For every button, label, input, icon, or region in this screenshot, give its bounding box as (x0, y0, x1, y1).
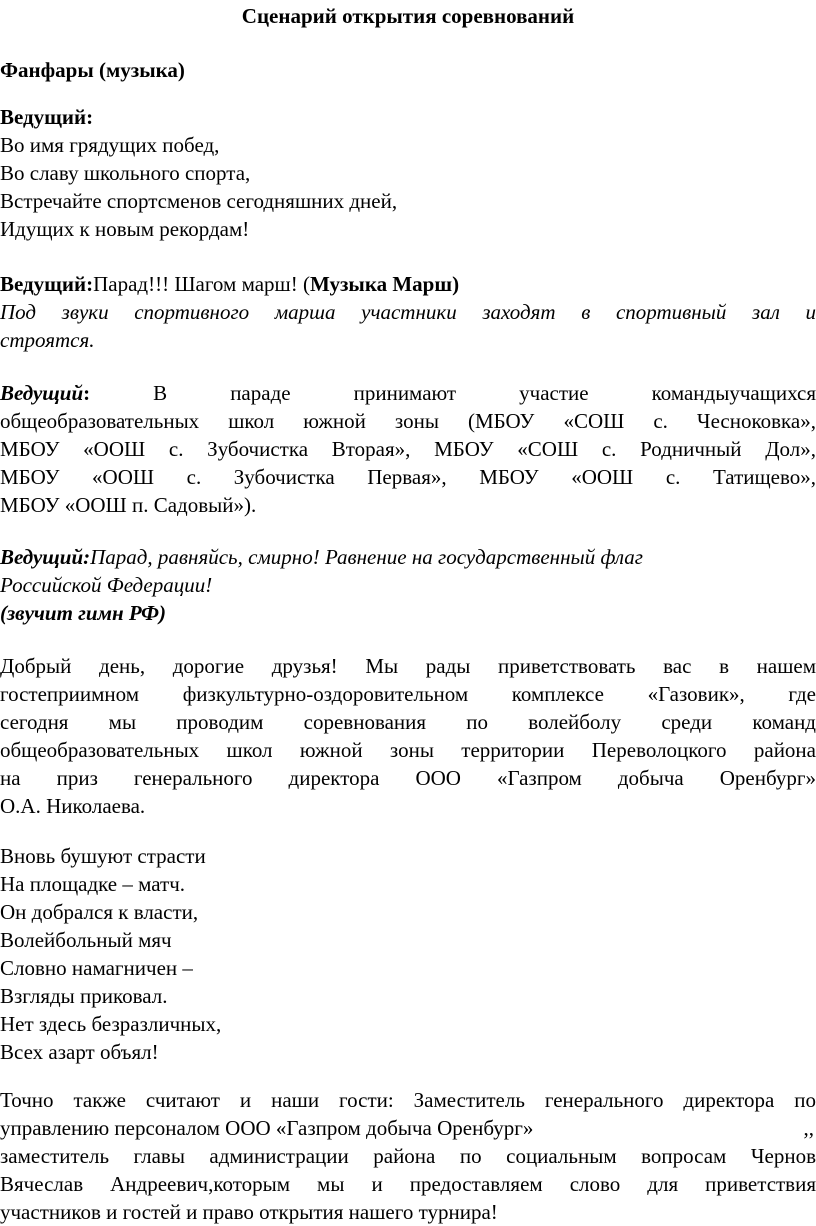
anthem-note: (звучит гимн РФ) (0, 601, 167, 625)
flag-command-line (0, 543, 816, 571)
speaker-label-3: Ведущий (0, 381, 84, 405)
poem-line: На площадке – матч. (0, 872, 186, 896)
stage-direction: Под звуки спортивного марша участники заходят в спортивный зал и (0, 300, 816, 324)
participants-text: В параде принимают участие командыучащихся (153, 381, 816, 405)
closing-line: Вячеслав Андреевич,которым мы и предоставляем слово для приветствия (0, 1172, 816, 1196)
greeting-line: О.А. Николаева. (0, 794, 146, 818)
flag-command-end: Российской Федерации! (0, 573, 213, 597)
poem-line: Всех азарт объял! (0, 1040, 159, 1064)
verse-line: Встречайте спортсменов сегодняшних дней, (0, 189, 398, 213)
greeting-line: сегодня мы проводим соревнования по волейболу среди команд (0, 710, 816, 734)
greeting-line: Добрый день, дорогие друзья! Мы рады приветствовать вас в нашем (0, 654, 816, 678)
fanfare-note: Фанфары (музыка) (0, 58, 185, 82)
speaker-label-2: Ведущий: (0, 272, 94, 296)
page-title: Сценарий открытия соревнований (241, 4, 575, 28)
greeting-line: гостеприимном физкультурно-оздоровительном комплексе «Газовик», где (0, 682, 816, 706)
flag-command: Парад, равняйсь, смирно! Равнение на государственный флаг (90, 545, 643, 569)
participants-line: МБОУ «ООШ п. Садовый»). (0, 493, 257, 517)
participants-first-line (0, 379, 816, 407)
poem-line: Словно намагничен – (0, 956, 193, 980)
participants-line: МБОУ «ООШ с. Зубочистка Вторая», МБОУ «СОШ с. Родничный Дол», (0, 437, 816, 461)
parade-line (0, 270, 816, 298)
verse-line: Во имя грядущих побед, (0, 133, 220, 157)
speaker-colon: : (83, 381, 91, 405)
stage-direction-end: строятся. (0, 328, 95, 352)
greeting-line: на приз генерального директора ООО «Газпром добыча Оренбург» (0, 766, 816, 790)
participants-line: МБОУ «ООШ с. Зубочистка Первая», МБОУ «ООШ с. Татищево», (0, 465, 816, 489)
music-march-note: Музыка Марш) (309, 272, 460, 296)
verse-line: Идущих к новым рекордам! (0, 217, 250, 241)
closing-line: участников и гостей и право открытия нашего турнира! (0, 1200, 498, 1224)
closing-line: Точно также считают и наши гости: Заместитель генерального директора по (0, 1088, 816, 1112)
poem-line: Взгляды приковал. (0, 984, 168, 1008)
poem-line: Вновь бушуют страсти (0, 844, 206, 868)
participants-line: общеобразовательных школ южной зоны (МБОУ «СОШ с. Чесноковка», (0, 409, 816, 433)
closing-line: заместитель главы администрации района по социальным вопросам Чернов (0, 1144, 816, 1168)
verse-line: Во славу школьного спорта, (0, 161, 251, 185)
trailing-quote-mark: ,, (803, 1116, 814, 1140)
poem-line: Волейбольный мяч (0, 928, 172, 952)
greeting-line: общеобразовательных школ южной зоны территории Переволоцкого района (0, 738, 816, 762)
speaker-label-4: Ведущий: (0, 545, 91, 569)
closing-line: управлению персоналом ООО «Газпром добыча Оренбург» (0, 1116, 534, 1140)
poem-line: Он добрался к власти, (0, 900, 199, 924)
parade-command: Парад!!! Шагом марш! ( (93, 272, 310, 296)
poem-line: Нет здесь безразличных, (0, 1012, 222, 1036)
speaker-label-1: Ведущий: (0, 105, 94, 129)
